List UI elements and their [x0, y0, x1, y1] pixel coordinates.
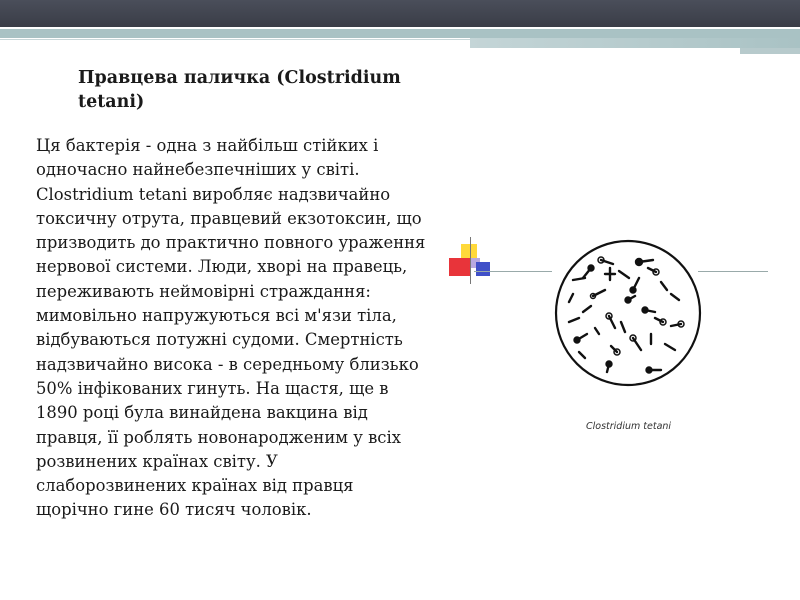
- decor-square-blue: [476, 262, 490, 276]
- slide-title: Правцева паличка (Clostridium tetani): [78, 68, 401, 112]
- slide-body-text: Ця бактерія - одна з найбільш стійких і одночасно найнебезпечніших у світі. Clostridium tetani виробляє надзвичайно токсичну отрута, правцевий екзотоксин, що призводить до практично повного ураження нервової системи. Люди, хворі на правець, переживають неймовірні страждання: мимовільно напружуються всі м'язи тіла, відбуваються потужні судоми. Смертність надзвичайно висока - в середньому близько 50% інфікованих гинуть. На щастя, ще в 1890 році була винайдена вакцина від правця, її роблять новонародженим у всіх розвинених країнах світу. У слаборозвинених країнах від правця щорічно гине 60 тисяч чоловік.: [36, 136, 426, 520]
- decor-square-red: [449, 258, 471, 276]
- decor-line-left: [474, 271, 552, 272]
- figure-caption: Clostridium tetani: [586, 421, 672, 432]
- accent-strip-right: [470, 38, 800, 48]
- decor-vertical-line: [470, 237, 471, 284]
- top-decorative-bar: [0, 0, 800, 27]
- decor-line-right: [698, 271, 768, 272]
- accent-strip: [0, 29, 800, 38]
- accent-line: [0, 39, 470, 40]
- bacteria-illustration: [553, 238, 703, 388]
- accent-strip-corner: [740, 48, 800, 54]
